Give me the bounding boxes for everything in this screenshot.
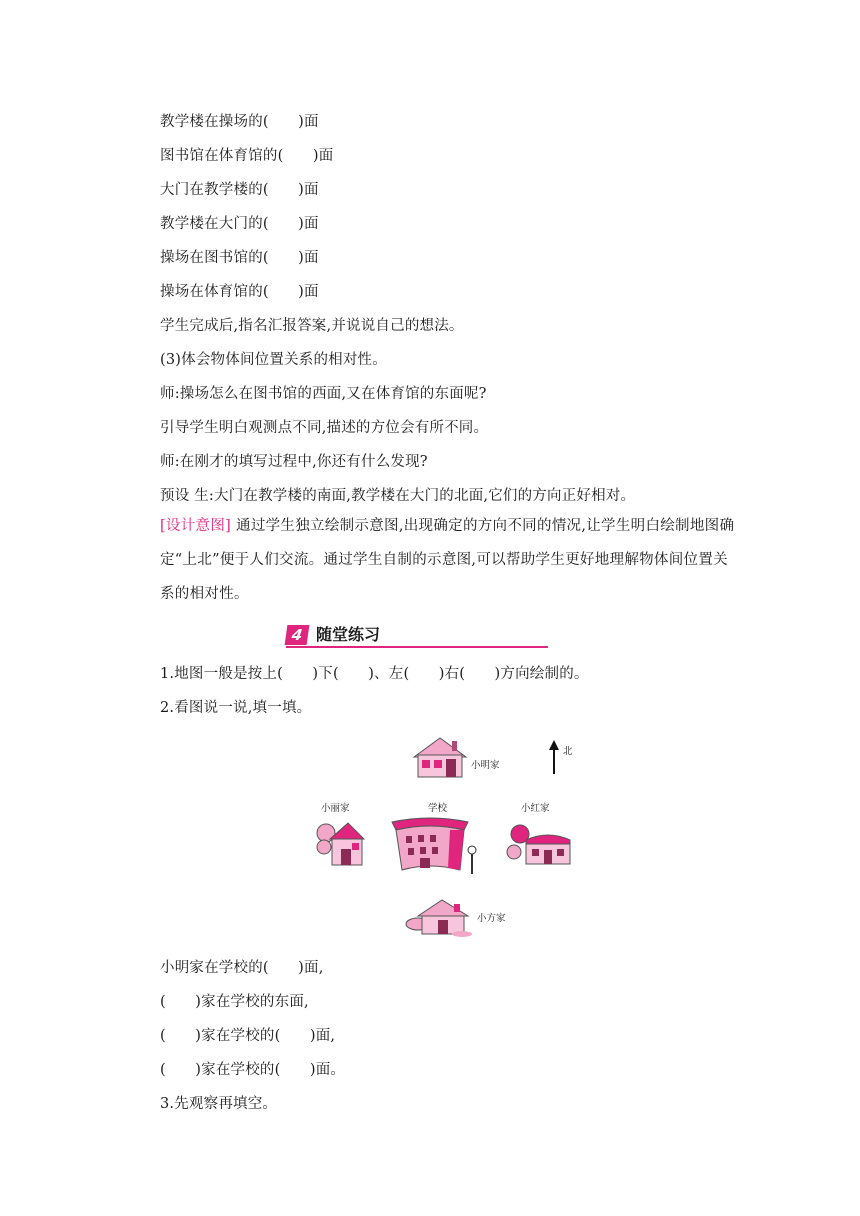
design-intent-text: 通过学生独立绘制示意图,出现确定的方向不同的情况,让学生明白绘制地图确定“上北”便于人们交流。通过学生自制的示意图,可以帮助学生更好地理解物体间位置关系的相对性。: [160, 518, 735, 602]
text-line: 图书馆在体育馆的( )面: [160, 148, 334, 164]
school-building-icon: [390, 814, 480, 876]
xiaoming-label: 小明家: [471, 760, 500, 771]
section-rule: [286, 646, 548, 648]
xiaoli-label: 小丽家: [321, 803, 350, 814]
text-line: 大门在教学楼的( )面: [160, 182, 319, 198]
text-line: 操场在图书馆的( )面: [160, 250, 319, 266]
text-line: 学生完成后,指名汇报答案,并说说自己的想法。: [160, 318, 464, 334]
school-label: 学校: [428, 803, 448, 814]
north-arrow-icon: [546, 740, 562, 776]
text-line: 引导学生明白观测点不同,描述的方位会有所不同。: [160, 420, 489, 436]
xiaohong-label: 小红家: [521, 803, 550, 814]
xiaohong-house-icon: [506, 822, 574, 866]
design-intent-tag: [设计意图]: [160, 518, 232, 534]
section-number: 4: [285, 625, 310, 645]
exercise-1: 1.地图一般是按上( )下( )、左( )右( )方向绘制的。: [160, 666, 589, 682]
exercise-2-line: ( )家在学校的东面,: [160, 994, 309, 1010]
section-heading: [286, 624, 548, 648]
exercise-2-line: ( )家在学校的( )面。: [160, 1062, 346, 1078]
exercise-2-line: ( )家在学校的( )面,: [160, 1028, 336, 1044]
exercise-2-line: 小明家在学校的( )面,: [160, 960, 324, 976]
exercise-3: 3.先观察再填空。: [160, 1096, 278, 1112]
exercise-2: 2.看图说一说,填一填。: [160, 700, 312, 716]
text-line: 操场在体育馆的( )面: [160, 284, 319, 300]
design-intent-paragraph: [160, 509, 740, 611]
text-line: 教学楼在大门的( )面: [160, 216, 319, 232]
xiaofang-house-icon: [404, 896, 472, 938]
text-line: 师:在刚才的填写过程中,你还有什么发现?: [160, 454, 428, 470]
text-line: 师:操场怎么在图书馆的西面,又在体育馆的东面呢?: [160, 386, 487, 402]
xiaofang-label: 小方家: [477, 913, 506, 924]
text-line: 教学楼在操场的( )面: [160, 114, 319, 130]
xiaoli-house-icon: [316, 815, 366, 867]
north-label: 北: [563, 746, 573, 757]
text-line: (3)体会物体间位置关系的相对性。: [160, 352, 387, 368]
text-line: 预设 生:大门在教学楼的南面,教学楼在大门的北面,它们的方向正好相对。: [160, 488, 636, 504]
xiaoming-house-icon: [412, 735, 468, 779]
section-title: 随堂练习: [316, 625, 381, 644]
